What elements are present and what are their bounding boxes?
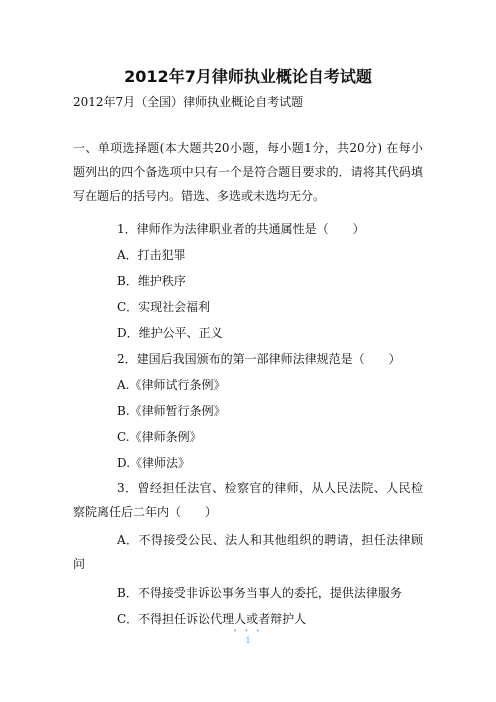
document-subtitle: 2012年7月（全国）律师执业概论自考试题 [73, 95, 304, 109]
option-3c: C．不得担任诉讼代理人或者辩护人 [117, 612, 307, 626]
option-1a: A．打击犯罪 [117, 248, 186, 262]
option-2c: C.《律师条例》 [117, 430, 202, 444]
question-1: 1．律师作为法律职业者的共通属性是（ ） [117, 222, 365, 236]
option-1d: D．维护公平、正义 [117, 326, 223, 340]
option-2a: A.《律师试行条例》 [117, 378, 226, 392]
document-title: 2012年7月律师执业概论自考试题 [124, 67, 372, 86]
option-1c: C．实现社会福利 [117, 300, 211, 314]
section-header: 一、单项选择题(本大题共20小题，每小题1分，共20分) 在每小题列出的四个备选项中只有一个是符合题目要求的．请将其代码填写在题后的括号内。错选、多选或未选均无分。 [73, 141, 423, 203]
option-2b: B.《律师暂行条例》 [117, 404, 226, 418]
question-2: 2．建国后我国颁布的第一部律师法律规范是（ ） [117, 352, 401, 366]
question-3: 3．曾经担任法官、检察官的律师，从人民法院、人民检察院离任后二年内（ ） [73, 481, 423, 519]
page-number: 1 [245, 636, 251, 645]
option-3a: A．不得接受公民、法人和其他组织的聘请，担任法律顾问 [73, 533, 423, 571]
option-2d: D.《律师法》 [117, 456, 191, 470]
option-3b: B．不得接受非诉讼事务当事人的委托，提供法律服务 [117, 586, 402, 600]
page-footer [0, 628, 496, 646]
option-1b: B．维护秩序 [117, 274, 186, 288]
footer-dots: • • • [233, 628, 263, 635]
